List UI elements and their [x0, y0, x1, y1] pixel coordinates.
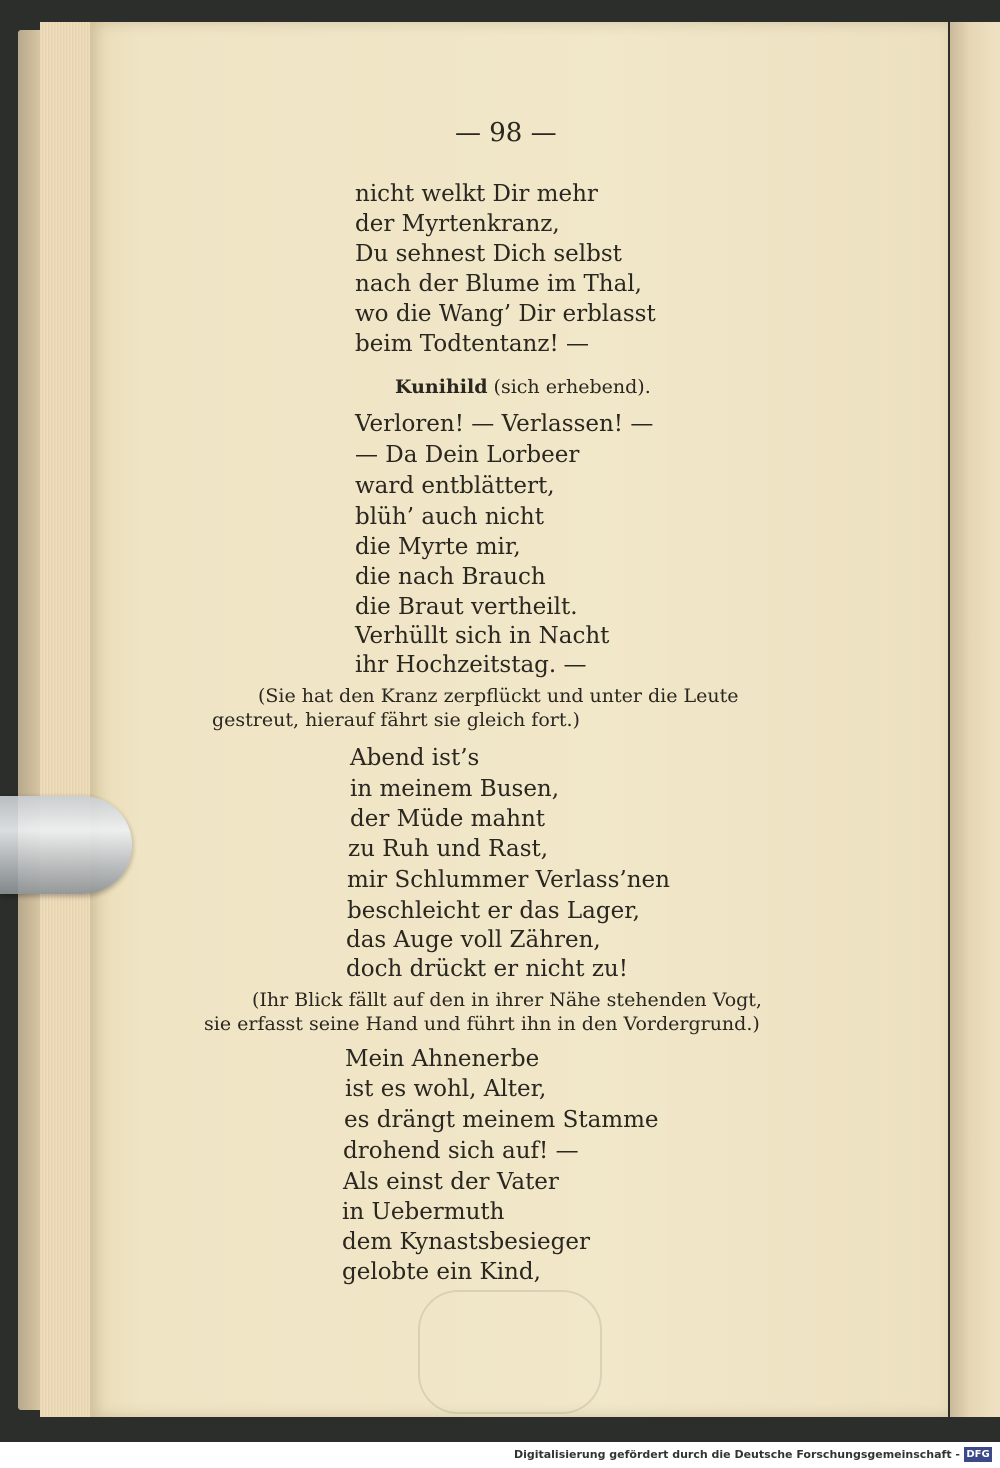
verse-line: Abend ist’s [350, 745, 480, 771]
dfg-logo: DFG [964, 1447, 992, 1462]
speaker-heading [395, 376, 651, 398]
verse-line: Verloren! — Verlassen! — [355, 411, 654, 437]
verse-line: der Myrtenkranz, [355, 211, 560, 237]
verse-line: ihr Hochzeitstag. — [355, 652, 587, 678]
speaker-direction: (sich erhebend). [493, 376, 651, 398]
verse-line: nach der Blume im Thal, [355, 271, 642, 297]
verse-line: — Da Dein Lorbeer [355, 442, 580, 468]
verse-line: ward entblättert, [355, 473, 555, 499]
verse-line: in meinem Busen, [350, 776, 560, 802]
stage-line: sie erfasst seine Hand und führt ihn in den Vordergrund.) [204, 1013, 760, 1035]
facing-page-edge [950, 22, 1000, 1417]
page-clip [0, 796, 132, 894]
stage-line: (Sie hat den Kranz zerpflückt und unter die Leute [258, 685, 739, 707]
verse-line: nicht welkt Dir mehr [355, 181, 598, 207]
verse-line: dem Kynastsbesieger [342, 1229, 590, 1255]
verse-line: es drängt meinem Stamme [344, 1107, 659, 1133]
verse-line: mir Schlummer Verlass’nen [347, 867, 670, 893]
verse-line: beschleicht er das Lager, [347, 898, 640, 924]
verse-line: gelobte ein Kind, [342, 1259, 541, 1285]
verse-line: die Myrte mir, [355, 534, 521, 560]
verse-line: das Auge voll Zähren, [346, 927, 601, 953]
footer-credit: Digitalisierung gefördert durch die Deutsche Forschungsgemeinschaft - [513, 1448, 960, 1461]
verse-line: der Müde mahnt [350, 806, 546, 832]
page-number: — 98 — [455, 118, 557, 148]
speaker-name: Kunihild [395, 376, 488, 398]
verse-line: beim Todtentanz! — [355, 331, 590, 357]
verse-line: blüh’ auch nicht [355, 504, 544, 530]
verse-line: drohend sich auf! — [343, 1138, 579, 1164]
verse-line: zu Ruh und Rast, [348, 836, 549, 862]
verse-line: ist es wohl, Alter, [345, 1076, 547, 1102]
verse-line: Mein Ahnenerbe [345, 1046, 540, 1072]
library-stamp-bleed [418, 1290, 602, 1414]
verse-line: Verhüllt sich in Nacht [355, 623, 610, 649]
verse-line: die Braut vertheilt. [355, 594, 578, 620]
verse-line: doch drückt er nicht zu! [346, 956, 628, 982]
verse-line: wo die Wang’ Dir erblasst [355, 301, 656, 327]
stage-line: (Ihr Blick fällt auf den in ihrer Nähe stehenden Vogt, [252, 989, 762, 1011]
verse-line: Du sehnest Dich selbst [355, 241, 622, 267]
verse-line: Als einst der Vater [343, 1169, 559, 1195]
verse-line: in Uebermuth [342, 1199, 505, 1225]
stage-line: gestreut, hierauf fährt sie gleich fort.) [212, 709, 580, 731]
verse-line: die nach Brauch [355, 564, 546, 590]
